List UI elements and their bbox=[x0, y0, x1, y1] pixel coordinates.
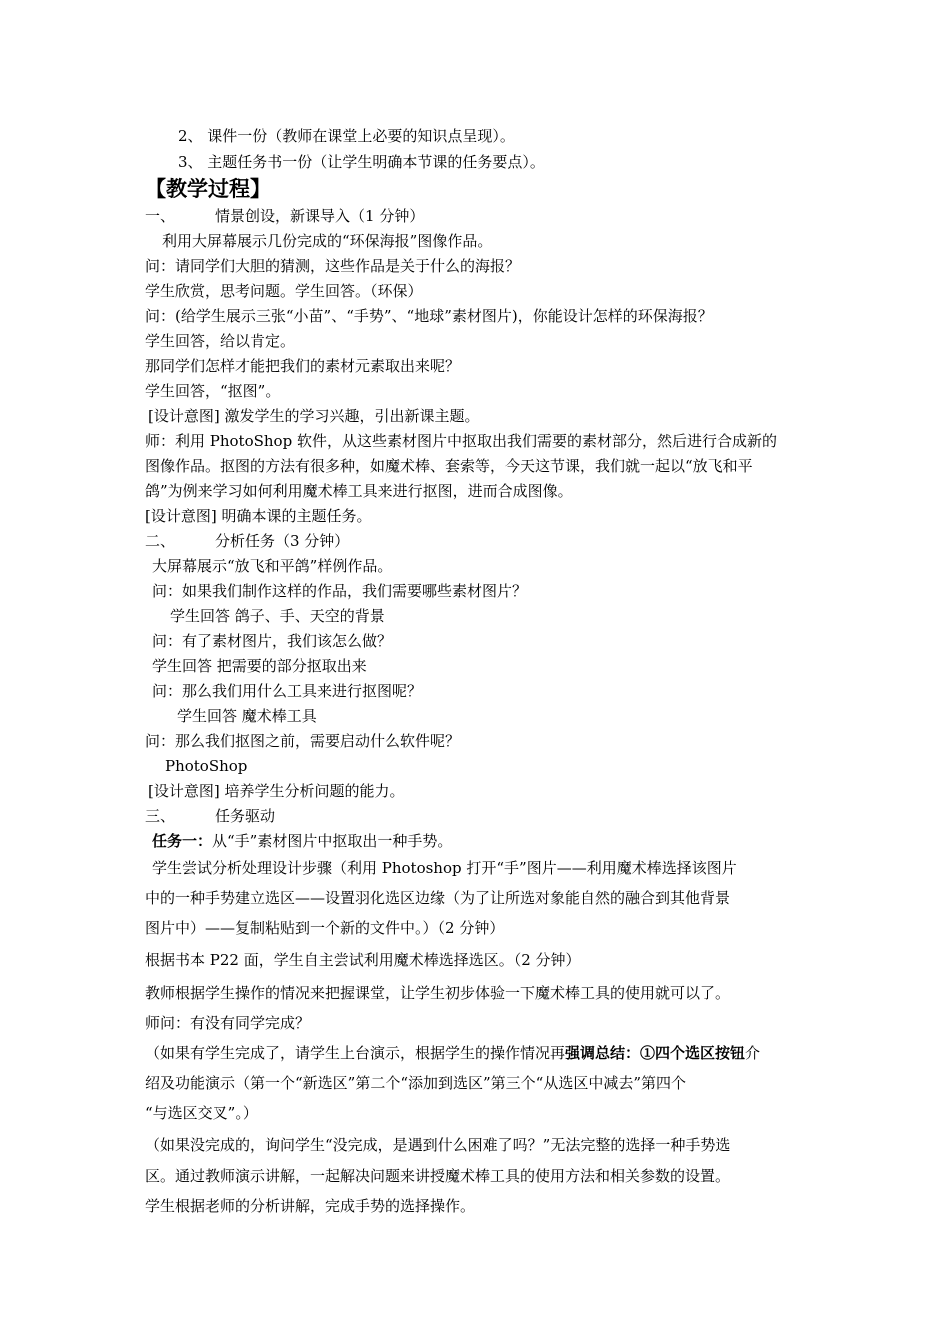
paragraph-line: 学生回答 鸽子、手、天空的背景 bbox=[170, 607, 385, 625]
paragraph-line: 学生回答 魔术棒工具 bbox=[177, 707, 317, 725]
paragraph-line: 学生回答，“抠图”。 bbox=[145, 382, 281, 400]
paragraph-line: 问：(给学生展示三张“小苗”、“手势”、“地球”素材图片)，你能设计怎样的环保海报？ bbox=[145, 307, 713, 325]
section2-number: 二、 bbox=[145, 532, 176, 550]
paragraph-line: 根据书本 P22 面，学生自主尝试利用魔术棒选择选区。（2 分钟） bbox=[145, 951, 581, 969]
section3-number: 三、 bbox=[145, 807, 176, 825]
paragraph-line: 师：利用 PhotoShop 软件，从这些素材图片中抠取出我们需要的素材部分，然后进行合成新的 bbox=[145, 432, 777, 450]
paragraph-line: 学生回答，给以肯定。 bbox=[145, 332, 296, 350]
paragraph-line: 利用大屏幕展示几份完成的“环保海报”图像作品。 bbox=[162, 232, 493, 250]
paragraph-line: 那同学们怎样才能把我们的素材元素取出来呢？ bbox=[145, 357, 461, 375]
paragraph-line: 教师根据学生操作的情况来把握课堂，让学生初步体验一下魔术棒工具的使用就可以了。 bbox=[145, 984, 731, 1002]
summary-line bbox=[145, 1043, 760, 1063]
paragraph-line: 学生根据老师的分析讲解，完成手势的选择操作。 bbox=[145, 1197, 476, 1215]
task1-text: 从“手”素材图片中抠取出一种手势。 bbox=[212, 832, 453, 850]
materials-item-2: 2、 课件一份（教师在课堂上必要的知识点呈现）。 bbox=[178, 127, 515, 145]
paragraph-line: 问：有了素材图片，我们该怎么做？ bbox=[152, 632, 393, 650]
paragraph-line: 图片中）——复制粘贴到一个新的文件中。）（2 分钟） bbox=[145, 919, 505, 937]
section1-title: 情景创设，新课导入（1 分钟） bbox=[215, 207, 425, 225]
section3-title: 任务驱动 bbox=[215, 807, 276, 825]
paragraph-line: 区。通过教师演示讲解，一起解决问题来讲授魔术棒工具的使用方法和相关参数的设置。 bbox=[145, 1167, 731, 1185]
paragraph-line: 学生欣赏，思考问题。学生回答。（环保） bbox=[145, 282, 423, 300]
paragraph-line: 中的一种手势建立选区——设置羽化选区边缘（为了让所选对象能自然的融合到其他背景 bbox=[145, 889, 731, 907]
paragraph-line: “与选区交叉”。） bbox=[145, 1104, 258, 1122]
task1-label: 任务一： bbox=[152, 832, 213, 850]
design-intent-note: [设计意图] 激发学生的学习兴趣，引出新课主题。 bbox=[148, 407, 480, 425]
section3-header bbox=[145, 806, 275, 826]
paragraph-line: （如果没完成的，询问学生“没完成，是遇到什么困难了吗？”无法完整的选择一种手势选 bbox=[145, 1136, 731, 1154]
paragraph-line: 图像作品。抠图的方法有很多种，如魔术棒、套索等，今天这节课，我们就一起以“放飞和平 bbox=[145, 457, 753, 475]
paragraph-line: 师问：有没有同学完成？ bbox=[145, 1014, 311, 1032]
paragraph-line: 问：如果我们制作这样的作品，我们需要哪些素材图片？ bbox=[152, 582, 528, 600]
paragraph-line: 问：那么我们抠图之前，需要启动什么软件呢？ bbox=[145, 732, 461, 750]
materials-item-3: 3、 主题任务书一份（让学生明确本节课的任务要点）。 bbox=[178, 153, 545, 171]
summary-pre: （如果有学生完成了，请学生上台演示，根据学生的操作情况再 bbox=[145, 1044, 566, 1062]
section2-title: 分析任务（3 分钟） bbox=[215, 532, 350, 550]
section1-header bbox=[145, 206, 424, 226]
section2-header bbox=[145, 531, 349, 551]
paragraph-line: 绍及功能演示（第一个“新选区”第二个“添加到选区”第三个“从选区中减去”第四个 bbox=[145, 1074, 687, 1092]
task1-line bbox=[152, 831, 452, 851]
design-intent-note: [设计意图] 明确本课的主题任务。 bbox=[145, 507, 372, 525]
paragraph-line: 问：那么我们用什么工具来进行抠图呢？ bbox=[152, 682, 423, 700]
paragraph-line: 学生回答 把需要的部分抠取出来 bbox=[152, 657, 367, 675]
section1-number: 一、 bbox=[145, 207, 176, 225]
paragraph-line: 学生尝试分析处理设计步骤（利用 Photoshop 打开“手”图片——利用魔术棒选择该图片 bbox=[152, 859, 737, 877]
section-heading: 【教学过程】 bbox=[145, 177, 271, 201]
paragraph-line: 大屏幕展示“放飞和平鸽”样例作品。 bbox=[152, 557, 393, 575]
paragraph-line: 问：请同学们大胆的猜测，这些作品是关于什么的海报？ bbox=[145, 257, 521, 275]
summary-emphasis: 强调总结：①四个选区按钮 bbox=[565, 1044, 746, 1062]
summary-post: 介 bbox=[745, 1044, 761, 1062]
paragraph-line: PhotoShop bbox=[165, 757, 248, 775]
paragraph-line: 鸽”为例来学习如何利用魔术棒工具来进行抠图，进而合成图像。 bbox=[145, 482, 573, 500]
design-intent-note: [设计意图] 培养学生分析问题的能力。 bbox=[148, 782, 405, 800]
